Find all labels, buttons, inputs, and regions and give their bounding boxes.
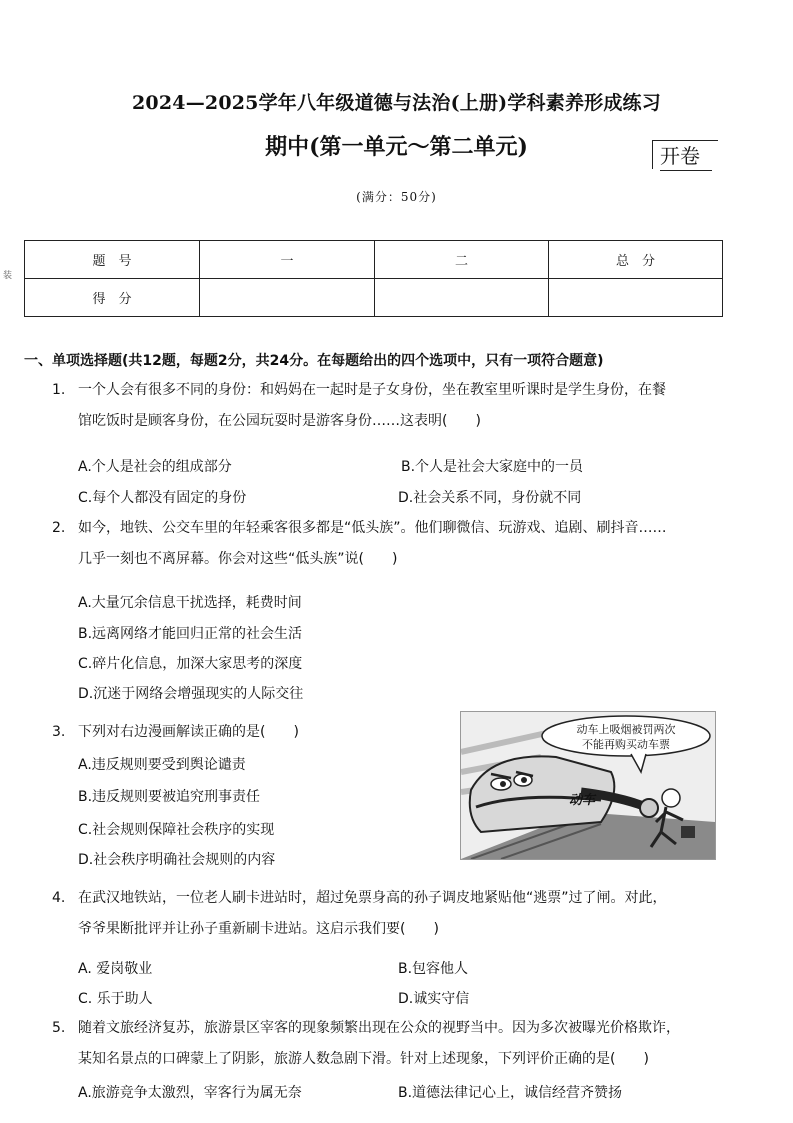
question-3 bbox=[52, 722, 452, 742]
option-4c[interactable]: C. 乐于助人 bbox=[78, 991, 153, 1007]
exam-mode-underline bbox=[660, 170, 712, 171]
cartoon-drawing bbox=[461, 712, 715, 859]
score-table-header-row bbox=[25, 241, 723, 279]
exam-subtitle: 期中(第一单元～第二单元) bbox=[265, 134, 528, 160]
score-input-section2[interactable] bbox=[375, 279, 549, 317]
option-2c[interactable]: C.碎片化信息，加深大家思考的深度 bbox=[78, 656, 303, 672]
full-score-note: (满分：50分) bbox=[356, 190, 437, 204]
question-stem-line: 爷爷果断批评并让孙子重新刷卡进站。这启示我们要( ) bbox=[78, 921, 439, 937]
score-table-cell: 二 bbox=[375, 241, 549, 279]
exam-mode-label: 开卷 bbox=[652, 140, 718, 169]
score-table-cell: 题 号 bbox=[25, 241, 200, 279]
option-1c[interactable]: C.每个人都没有固定的身份 bbox=[78, 490, 247, 506]
option-5a[interactable]: A.旅游竞争太激烈，宰客行为属无奈 bbox=[78, 1085, 302, 1101]
score-table-cell: 一 bbox=[200, 241, 375, 279]
option-4a[interactable]: A. 爱岗敬业 bbox=[78, 961, 153, 977]
question-stem-line: 随着文旅经济复苏，旅游景区宰客的现象频繁出现在公众的视野当中。因为多次被曝光价格欺诈， bbox=[78, 1020, 680, 1036]
cartoon-train-label: 动车 bbox=[569, 793, 596, 808]
option-4d[interactable]: D.诚实守信 bbox=[398, 991, 470, 1007]
score-input-total[interactable] bbox=[549, 279, 723, 317]
option-3a[interactable]: A.违反规则要受到舆论谴责 bbox=[78, 757, 246, 773]
question-number: 3. bbox=[52, 724, 66, 740]
question-number: 4. bbox=[52, 890, 66, 906]
question-number: 2. bbox=[52, 520, 66, 536]
option-2d[interactable]: D.沉迷于网络会增强现实的人际交往 bbox=[78, 686, 304, 702]
score-table-cell: 总 分 bbox=[549, 241, 723, 279]
option-2a[interactable]: A.大量冗余信息干扰选择，耗费时间 bbox=[78, 595, 302, 611]
score-table bbox=[24, 240, 723, 317]
option-1b[interactable]: B.个人是社会大家庭中的一员 bbox=[401, 459, 584, 475]
score-table-cell: 得 分 bbox=[25, 279, 200, 317]
binding-margin-mark: 装 bbox=[3, 271, 13, 281]
question-number: 1. bbox=[52, 382, 66, 398]
question-number: 5. bbox=[52, 1020, 66, 1036]
option-3b[interactable]: B.违反规则要被追究刑事责任 bbox=[78, 789, 261, 805]
question-stem-line: 一个人会有很多不同的身份：和妈妈在一起时是子女身份，坐在教室里听课时是学生身份，在餐 bbox=[78, 382, 666, 398]
question-1 bbox=[52, 380, 732, 431]
cartoon-bubble-line2: 不能再购买动车票 bbox=[582, 738, 670, 751]
cartoon-image bbox=[460, 711, 716, 860]
option-2b[interactable]: B.远离网络才能回归正常的社会生活 bbox=[78, 626, 303, 642]
question-4 bbox=[52, 888, 742, 939]
score-table-score-row bbox=[25, 279, 723, 317]
option-4b[interactable]: B.包容他人 bbox=[398, 961, 469, 977]
question-stem-line: 下列对右边漫画解读正确的是( ) bbox=[78, 724, 299, 740]
option-1a[interactable]: A.个人是社会的组成部分 bbox=[78, 459, 232, 475]
question-stem-line: 馆吃饭时是顾客身份，在公园玩耍时是游客身份……这表明( ) bbox=[78, 413, 481, 429]
option-5b[interactable]: B.道德法律记心上，诚信经营齐赞扬 bbox=[398, 1085, 623, 1101]
score-input-section1[interactable] bbox=[200, 279, 375, 317]
question-stem-line: 如今，地铁、公交车里的年轻乘客很多都是“低头族”。他们聊微信、玩游戏、追剧、刷抖音…… bbox=[78, 520, 667, 536]
option-3c[interactable]: C.社会规则保障社会秩序的实现 bbox=[78, 822, 275, 838]
question-stem-line: 在武汉地铁站，一位老人刷卡进站时，超过免票身高的孙子调皮地紧贴他“逃票”过了闸。对此， bbox=[78, 890, 667, 906]
question-stem-line: 某知名景点的口碑蒙上了阴影，旅游人数急剧下滑。针对上述现象，下列评价正确的是( ) bbox=[78, 1051, 649, 1067]
question-2 bbox=[52, 518, 742, 569]
question-5 bbox=[52, 1018, 742, 1069]
question-stem-line: 几乎一刻也不离屏幕。你会对这些“低头族”说( ) bbox=[78, 551, 398, 567]
option-3d[interactable]: D.社会秩序明确社会规则的内容 bbox=[78, 852, 276, 868]
section-heading: 一、单项选择题(共12题，每题2分，共24分。在每题给出的四个选项中，只有一项符合题意) bbox=[24, 353, 604, 369]
exam-title: 2024—2025学年八年级道德与法治(上册)学科素养形成练习 bbox=[132, 92, 661, 114]
option-1d[interactable]: D.社会关系不同，身份就不同 bbox=[398, 490, 582, 506]
cartoon-bubble-line1: 动车上吸烟被罚两次 bbox=[576, 723, 676, 736]
